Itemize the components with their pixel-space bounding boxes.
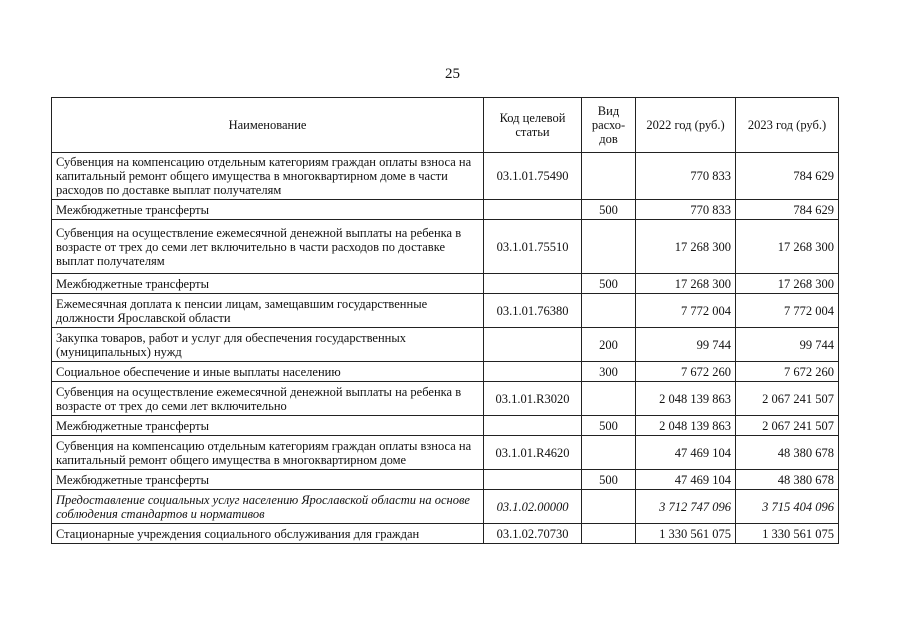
cell-2023: 7 672 260 <box>736 362 839 382</box>
cell-code <box>484 274 582 294</box>
cell-expense-type: 300 <box>582 362 636 382</box>
table-row <box>52 294 839 328</box>
cell-2022: 3 712 747 096 <box>636 490 736 524</box>
cell-expense-type <box>582 436 636 470</box>
cell-code <box>484 328 582 362</box>
header-2023: 2023 год (руб.) <box>736 98 839 153</box>
table-row <box>52 490 839 524</box>
cell-2022: 17 268 300 <box>636 274 736 294</box>
cell-name: Субвенция на осуществление ежемесячной денежной выплаты на ребенка в возрасте от трех до семи лет включительно <box>52 382 484 416</box>
table-body <box>52 153 839 544</box>
cell-name: Субвенция на компенсацию отдельным категориям граждан оплаты взноса на капитальный ремонт общего имущества в многоквартирном доме <box>52 436 484 470</box>
cell-2023: 17 268 300 <box>736 274 839 294</box>
cell-expense-type <box>582 220 636 274</box>
cell-name: Межбюджетные трансферты <box>52 274 484 294</box>
cell-2023: 48 380 678 <box>736 470 839 490</box>
cell-2022: 1 330 561 075 <box>636 524 736 544</box>
cell-2023: 3 715 404 096 <box>736 490 839 524</box>
cell-name: Социальное обеспечение и иные выплаты населению <box>52 362 484 382</box>
table-header-row <box>52 98 839 153</box>
budget-table <box>51 97 839 544</box>
cell-2023: 48 380 678 <box>736 436 839 470</box>
cell-code <box>484 200 582 220</box>
cell-2023: 99 744 <box>736 328 839 362</box>
cell-code <box>484 416 582 436</box>
cell-code: 03.1.01.76380 <box>484 294 582 328</box>
cell-name: Субвенция на осуществление ежемесячной денежной выплаты на ребенка в возрасте от трех до семи лет включительно в части расходов по доставке выплат получателям <box>52 220 484 274</box>
cell-2023: 1 330 561 075 <box>736 524 839 544</box>
table-row <box>52 524 839 544</box>
table-row <box>52 416 839 436</box>
table-row <box>52 436 839 470</box>
cell-name: Закупка товаров, работ и услуг для обеспечения государственных (муниципальных) нужд <box>52 328 484 362</box>
cell-code: 03.1.01.75510 <box>484 220 582 274</box>
cell-2023: 7 772 004 <box>736 294 839 328</box>
cell-2023: 2 067 241 507 <box>736 382 839 416</box>
cell-expense-type: 500 <box>582 470 636 490</box>
table-row <box>52 362 839 382</box>
cell-2022: 7 672 260 <box>636 362 736 382</box>
cell-2022: 7 772 004 <box>636 294 736 328</box>
header-expense-type: Вид расхо-дов <box>582 98 636 153</box>
cell-name: Межбюджетные трансферты <box>52 200 484 220</box>
cell-2022: 2 048 139 863 <box>636 416 736 436</box>
cell-expense-type: 500 <box>582 274 636 294</box>
cell-name: Межбюджетные трансферты <box>52 416 484 436</box>
table-row <box>52 220 839 274</box>
cell-2023: 2 067 241 507 <box>736 416 839 436</box>
cell-expense-type: 500 <box>582 200 636 220</box>
cell-expense-type: 200 <box>582 328 636 362</box>
cell-expense-type <box>582 153 636 200</box>
cell-2022: 47 469 104 <box>636 436 736 470</box>
table-row <box>52 200 839 220</box>
cell-expense-type <box>582 490 636 524</box>
cell-name: Субвенция на компенсацию отдельным категориям граждан оплаты взноса на капитальный ремонт общего имущества в многоквартирном доме в части расходов по доставке выплат получателям <box>52 153 484 200</box>
cell-code: 03.1.02.70730 <box>484 524 582 544</box>
cell-name: Стационарные учреждения социального обслуживания для граждан <box>52 524 484 544</box>
cell-2022: 770 833 <box>636 200 736 220</box>
header-name: Наименование <box>52 98 484 153</box>
table-row <box>52 470 839 490</box>
cell-code <box>484 362 582 382</box>
table-row <box>52 382 839 416</box>
cell-2022: 17 268 300 <box>636 220 736 274</box>
cell-2022: 2 048 139 863 <box>636 382 736 416</box>
cell-code <box>484 470 582 490</box>
cell-2023: 784 629 <box>736 200 839 220</box>
cell-expense-type <box>582 524 636 544</box>
table-row <box>52 274 839 294</box>
cell-expense-type <box>582 294 636 328</box>
cell-2022: 770 833 <box>636 153 736 200</box>
table-row <box>52 153 839 200</box>
cell-name: Предоставление социальных услуг населению Ярославской области на основе соблюдения стандартов и нормативов <box>52 490 484 524</box>
cell-2023: 17 268 300 <box>736 220 839 274</box>
cell-code: 03.1.01.R4620 <box>484 436 582 470</box>
cell-2022: 99 744 <box>636 328 736 362</box>
cell-2023: 784 629 <box>736 153 839 200</box>
cell-name: Ежемесячная доплата к пенсии лицам, замещавшим государственные должности Ярославской области <box>52 294 484 328</box>
cell-name: Межбюджетные трансферты <box>52 470 484 490</box>
header-code: Код целевой статьи <box>484 98 582 153</box>
cell-expense-type <box>582 382 636 416</box>
cell-code: 03.1.01.R3020 <box>484 382 582 416</box>
cell-code: 03.1.01.75490 <box>484 153 582 200</box>
page-number: 25 <box>445 66 460 82</box>
cell-expense-type: 500 <box>582 416 636 436</box>
cell-2022: 47 469 104 <box>636 470 736 490</box>
table-row <box>52 328 839 362</box>
header-2022: 2022 год (руб.) <box>636 98 736 153</box>
cell-code: 03.1.02.00000 <box>484 490 582 524</box>
